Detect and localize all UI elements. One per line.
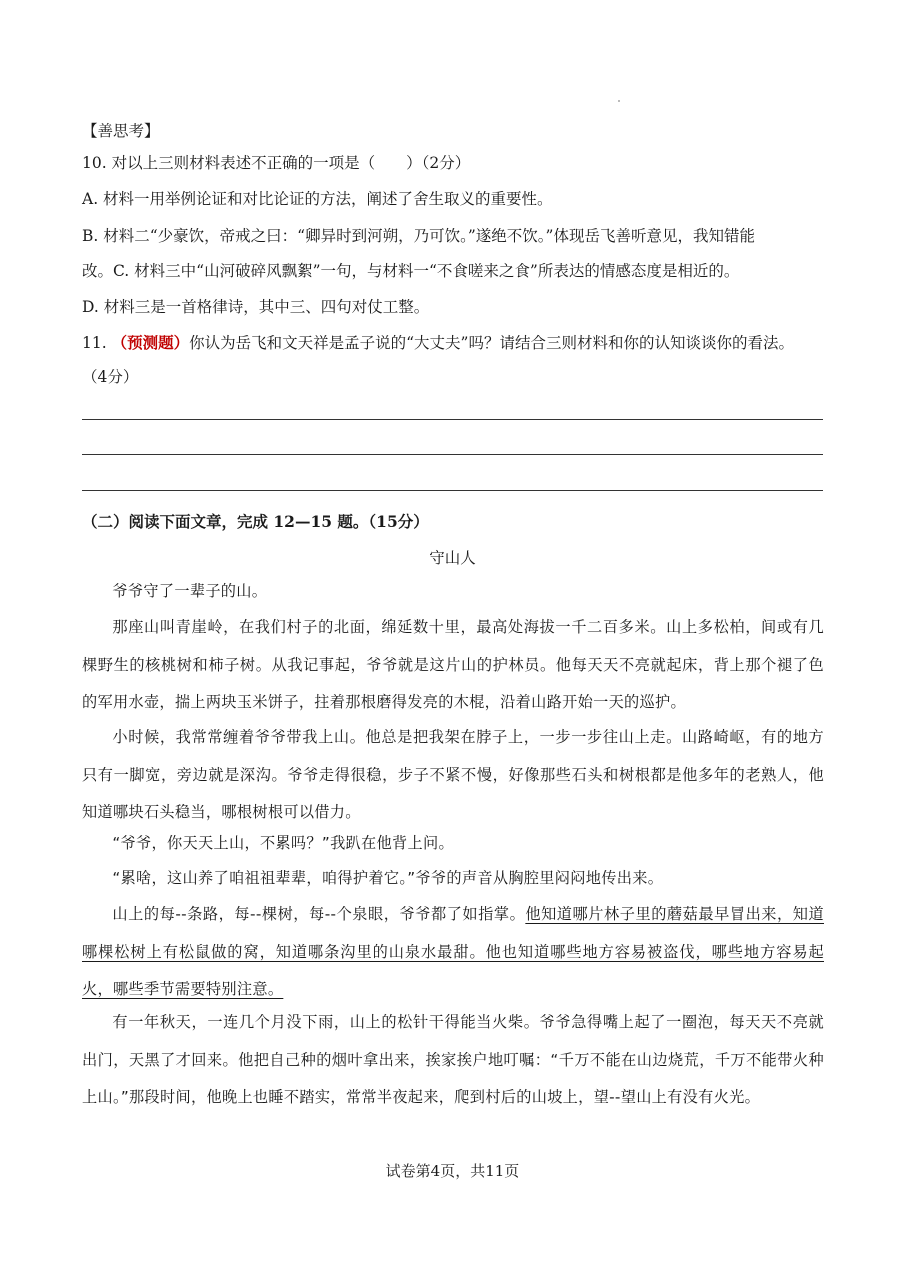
- prediction-tag: （预测题）: [111, 333, 190, 352]
- part-2-heading: （二）阅读下面文章，完成 12—15 题。（15分）: [82, 512, 429, 531]
- question-11-text: 你认为岳飞和文天祥是孟子说的“大丈夫”吗？请结合三则材料和你的认知谈谈你的看法。: [189, 334, 794, 352]
- story-paragraph-5: “累啥，这山养了咱祖祖辈辈，咱得护着它。”爷爷的声音从胸腔里闷闷地传出来。: [112, 869, 664, 887]
- question-10-option-a: A. 材料一用举例论证和对比论证的方法，阐述了舍生取义的重要性。: [82, 190, 553, 208]
- story-paragraph-6-plain: 山上的每--条路，每--棵树，每--个泉眼，爷爷都了如指掌。: [112, 905, 526, 923]
- story-title: 守山人: [429, 549, 476, 567]
- question-10-stem: 10. 对以上三则材料表述不正确的一项是（ ）（2分）: [82, 154, 471, 172]
- story-paragraph-4: “爷爷，你天天上山，不累吗？”我趴在他背上问。: [112, 834, 454, 852]
- question-10-option-d: D. 材料三是一首格律诗，其中三、四句对仗工整。: [82, 298, 430, 316]
- story-paragraph-1: 爷爷守了一辈子的山。: [112, 582, 268, 600]
- story-underlined-passage: 他知道哪片林子里的蘑菇最早冒出来，知道哪棵松树上有松鼠做的窝，知道哪条沟里的山泉水最甜。他也知道哪些地方容易被盗伐，哪些地方容易起火，哪些季节需要特别注意。: [82, 905, 824, 998]
- story-paragraph-6: [82, 896, 824, 1009]
- section-heading: 【善思考】: [82, 122, 160, 140]
- story-paragraph-3: 小时候，我常常缠着爷爷带我上山。他总是把我架在脖子上，一步一步往山上走。山路崎岖，有的地方只有一脚宽，旁边就是深沟。爷爷走得很稳，步子不紧不慢，好像那些石头和树根都是他多年的老熟人，他知道哪块石头稳当，哪根树根可以借力。: [82, 728, 824, 821]
- question-10-option-b-line2: 改。C. 材料三中“山河破碎风飘絮”一句，与材料一“不食嗟来之食”所表达的情感态度是相近的。: [82, 262, 740, 280]
- story-paragraph-2: 那座山叫青崖岭，在我们村子的北面，绵延数十里，最高处海拔一千二百多米。山上多松柏，间或有几棵野生的核桃树和柿子树。从我记事起，爷爷就是这片山的护林员。他每天天不亮就起床，背上那个褪了色的军用水壶，揣上两块玉米饼子，拄着那根磨得发亮的木棍，沿着山路开始一天的巡护。: [82, 618, 824, 711]
- question-11-score: （4分）: [82, 368, 139, 386]
- answer-line-3[interactable]: [82, 490, 823, 491]
- answer-line-1[interactable]: [82, 419, 823, 420]
- scan-speck: [618, 100, 620, 102]
- question-10-option-b-line1: B. 材料二“少豪饮，帝戒之曰：“卿异时到河朔，乃可饮。”遂绝不饮。”体现岳飞善听意见，我知错能: [82, 227, 755, 245]
- page-footer: 试卷第4页，共11页: [385, 1162, 520, 1180]
- story-paragraph-7: 有一年秋天，一连几个月没下雨，山上的松针干得能当火柴。爷爷急得嘴上起了一圈泡，每天天不亮就出门，天黑了才回来。他把自己种的烟叶拿出来，挨家挨户地叮嘱：“千万不能在山边烧荒，千万不能带火种上山。”那段时间，他晚上也睡不踏实，常常半夜起来，爬到村后的山坡上，望--望山上有没有火光。: [82, 1013, 824, 1106]
- question-11: [82, 333, 794, 353]
- answer-line-2[interactable]: [82, 454, 823, 455]
- question-11-number: 11.: [82, 334, 112, 352]
